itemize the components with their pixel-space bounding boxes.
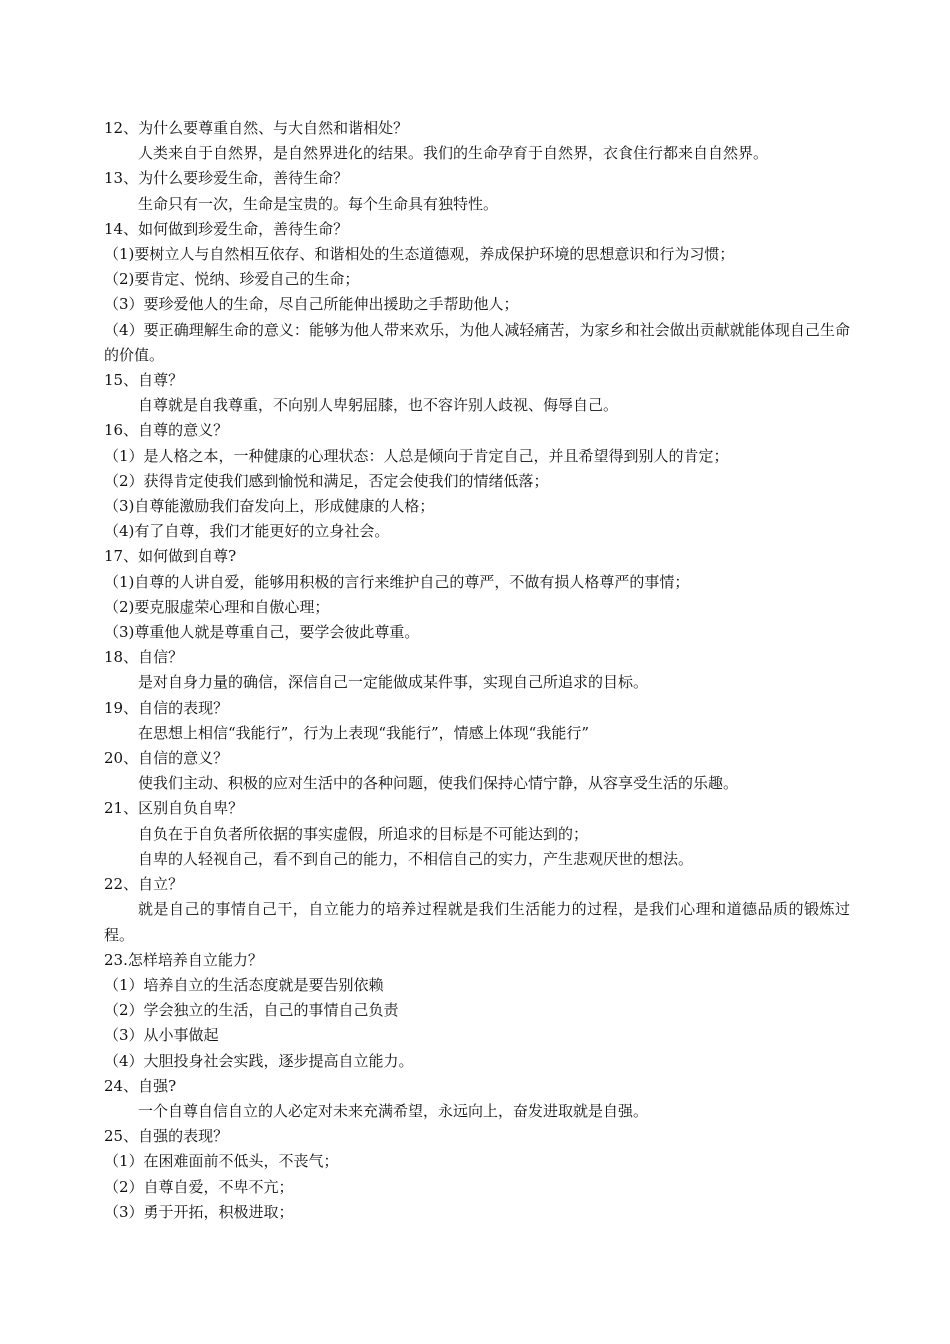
list-item: （2)要肯定、悦纳、珍爱自己的生命；	[104, 270, 360, 289]
question-17: 17、如何做到自尊?	[104, 547, 237, 566]
answer-21-line: 自负在于自负者所依据的事实虚假，所追求的目标是不可能达到的；	[138, 824, 589, 843]
list-item: （3）勇于开拓，积极进取；	[104, 1202, 294, 1221]
answer-20: 使我们主动、积极的应对生活中的各种问题，使我们保持心情宁静，从容享受生活的乐趣。	[138, 774, 739, 793]
question-18: 18、自信？	[104, 648, 184, 667]
list-item: （1）培养自立的生活态度就是要告别依赖	[104, 975, 384, 994]
list-item: （2）自尊自爱，不卑不亢；	[104, 1177, 294, 1196]
list-item: （4）要正确理解生命的意义：能够为他人带来欢乐，为他人减轻痛苦，为家乡和社会做出贡献就能体现自己生命的价值。	[104, 320, 850, 364]
question-24: 24、自强?	[104, 1076, 177, 1095]
list-item: （3)尊重他人就是尊重自己，要学会彼此尊重。	[104, 623, 420, 642]
answer-13: 生命只有一次，生命是宝贵的。每个生命具有独特性。	[138, 194, 499, 213]
answer-24: 一个自尊自信自立的人必定对未来充满希望，永远向上，奋发进取就是自强。	[138, 1101, 649, 1120]
list-item: （3)自尊能激励我们奋发向上，形成健康的人格；	[104, 497, 435, 516]
question-25: 25、自强的表现？	[104, 1127, 229, 1146]
list-item: （2)要克服虚荣心理和自傲心理；	[104, 597, 330, 616]
document-page	[104, 116, 850, 1225]
list-item: （2）学会独立的生活，自己的事情自己负责	[104, 1001, 399, 1020]
list-item: （1）在困难面前不低头，不丧气；	[104, 1152, 339, 1171]
answer-19: 在思想上相信“我能行”，行为上表现“我能行”，情感上体现“我能行”	[138, 723, 590, 742]
question-22: 22、自立？	[104, 875, 184, 894]
answer-12: 人类来自于自然界，是自然界进化的结果。我们的生命孕育于自然界，衣食住行都来自自然界。	[138, 144, 769, 163]
list-item: （4）大胆投身社会实践，逐步提高自立能力。	[104, 1051, 414, 1070]
answer-21-line: 自卑的人轻视自己，看不到自己的能力，不相信自己的实力，产生悲观厌世的想法。	[138, 849, 694, 868]
answer-15: 自尊就是自我尊重，不向别人卑躬屈膝，也不容许别人歧视、侮辱自己。	[138, 396, 619, 415]
list-item: （3）要珍爱他人的生命，尽自己所能伸出援助之手帮助他人；	[104, 295, 519, 314]
list-item: （1)自尊的人讲自爱，能够用积极的言行来维护自己的尊严，不做有损人格尊严的事情；	[104, 572, 690, 591]
question-12: 12、为什么要尊重自然、与大自然和谐相处？	[104, 119, 409, 137]
question-21: 21、区别自负自卑？	[104, 799, 244, 818]
question-13: 13、为什么要珍爱生命，善待生命？	[104, 169, 349, 188]
question-14: 14、如何做到珍爱生命，善待生命？	[104, 219, 349, 238]
list-item: （1)要树立人与自然相互依存、和谐相处的生态道德观，养成保护环境的思想意识和行为习惯；	[104, 245, 735, 264]
question-20: 20、自信的意义？	[104, 749, 229, 768]
question-23: 23.怎样培养自立能力？	[104, 950, 263, 969]
list-item: （2）获得肯定使我们感到愉悦和满足，否定会使我们的情绪低落；	[104, 471, 549, 490]
list-item: （3）从小事做起	[104, 1026, 219, 1045]
list-item: （4)有了自尊，我们才能更好的立身社会。	[104, 522, 390, 541]
answer-18: 是对自身力量的确信，深信自己一定能做成某件事，实现自己所追求的目标。	[138, 673, 649, 692]
question-19: 19、自信的表现？	[104, 698, 229, 717]
question-16: 16、自尊的意义？	[104, 421, 229, 440]
question-15: 15、自尊？	[104, 371, 184, 390]
list-item: （1）是人格之本，一种健康的心理状态：人总是倾向于肯定自己，并且希望得到别人的肯定；	[104, 446, 729, 465]
answer-22: 就是自己的事情自己干，自立能力的培养过程就是我们生活能力的过程，是我们心理和道德品质的锻炼过程。	[104, 900, 850, 944]
